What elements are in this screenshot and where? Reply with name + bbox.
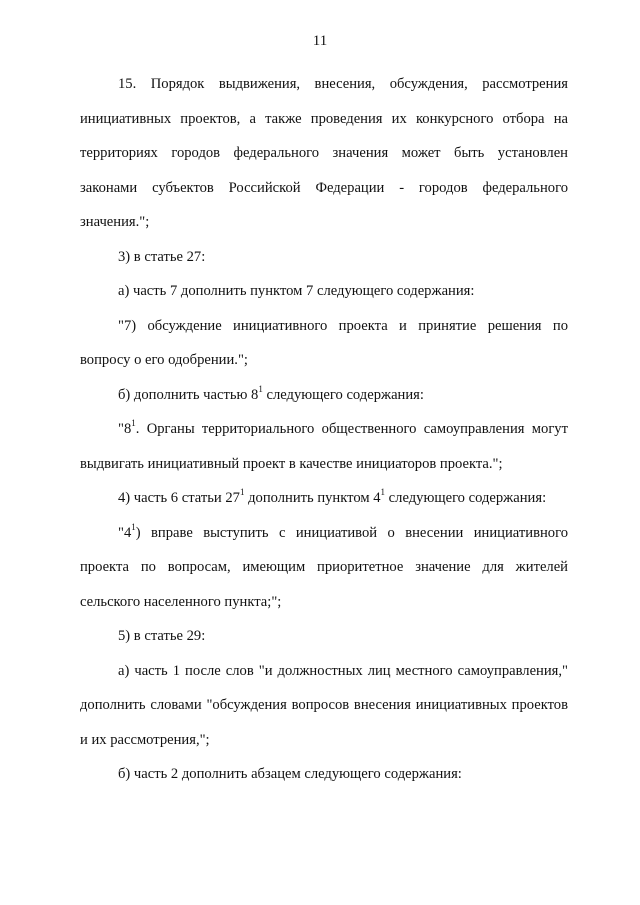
- paragraph-part-2: б) часть 2 дополнить абзацем следующего содержания:: [118, 766, 462, 782]
- paragraph-4-1-body: ) вправе выступить с инициативой о внесении инициативного проекта по вопросам, имеющим приоритетное значение для жителей сельского населенного пункта;";: [80, 524, 568, 610]
- superscript: 1: [258, 383, 263, 394]
- paragraph-article-27-1-mid: дополнить пунктом 4: [244, 490, 381, 506]
- paragraph-8-1-body: . Органы территориального общественного самоуправления могут выдвигать инициативный проект в качестве инициаторов проекта.";: [80, 421, 568, 472]
- paragraph-part-1: а) часть 1 после слов "и должностных лиц местного самоуправления," дополнить словами "обсуждения вопросов внесения инициативных проектов и их рассмотрения,";: [80, 662, 568, 748]
- page-number: 11: [312, 33, 328, 49]
- superscript: 1: [239, 487, 245, 498]
- paragraph-article-29: 5) в статье 29:: [118, 628, 206, 644]
- paragraph-8-1-content: [80, 412, 568, 481]
- paragraph-part-7: а) часть 7 дополнить пунктом 7 следующего содержания:: [118, 283, 475, 299]
- superscript: 1: [131, 521, 136, 532]
- paragraph-8-1-open: "8: [118, 421, 132, 437]
- paragraph-15: 15. Порядок выдвижения, внесения, обсуждения, рассмотрения инициативных проектов, а также проведения их конкурсного отбора на территориях городов федерального значения может быть установлен законами субъектов Российской Федерации - городов федерального значения.";: [80, 76, 568, 230]
- superscript: 1: [131, 418, 136, 429]
- paragraph-part-8-1-text: б) дополнить частью 8: [118, 386, 259, 403]
- paragraph-article-27-1-end: следующего содержания:: [385, 490, 547, 506]
- paragraph-point-7: "7) обсуждение инициативного проекта и принятие решения по вопросу о его одобрении.";: [80, 317, 568, 368]
- superscript: 1: [380, 487, 386, 498]
- paragraph-4-1-content: [80, 516, 568, 620]
- paragraph-article-27-1-text: 4) часть 6 статьи 27: [118, 490, 240, 506]
- paragraph-article-27: 3) в статье 27:: [118, 248, 206, 265]
- paragraph-part-8-1-text-end: следующего содержания:: [262, 386, 424, 403]
- paragraph-4-1-open: "4: [118, 524, 132, 541]
- paragraph-article-27-1: [80, 481, 568, 516]
- document-body: [80, 67, 568, 792]
- paragraph-part-8-1: [80, 378, 568, 413]
